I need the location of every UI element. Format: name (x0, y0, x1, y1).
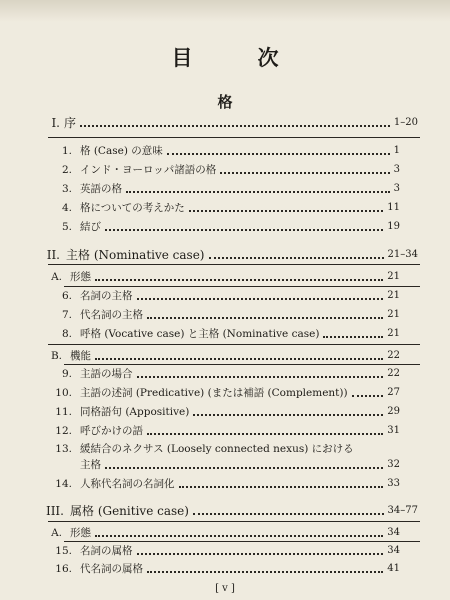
toc-entry-s2-A[interactable] (48, 270, 400, 284)
leader-dots (189, 209, 383, 212)
toc-page: 3 (393, 183, 400, 194)
toc-page: 21 (387, 309, 400, 320)
toc-label: 主語の述詞 (Predicative) (または補語 (Complement)) (80, 387, 348, 399)
toc-entry-s1-5[interactable] (48, 220, 400, 234)
leader-dots (193, 413, 383, 416)
toc-page: 19 (387, 221, 400, 232)
toc-number: 8. (61, 328, 72, 340)
leader-dots (137, 552, 384, 555)
toc-number: III. (45, 504, 64, 518)
toc-label: 代名詞の属格 (80, 563, 143, 575)
toc-label: 英語の格 (80, 183, 122, 195)
toc-entry-s1-2[interactable] (48, 163, 400, 177)
toc-label: 主格 (Nominative case) (66, 248, 205, 262)
toc-number: 13. (55, 443, 72, 455)
toc-label: 形態 (70, 527, 91, 539)
previous-page-bleed (0, 0, 450, 22)
leader-dots (95, 278, 383, 281)
leader-dots (137, 375, 384, 378)
toc-label-continued: 主格 (80, 459, 101, 471)
toc-entry-s2-13[interactable] (48, 442, 400, 456)
toc-page: 21–34 (387, 249, 418, 260)
toc-entry-s3-15[interactable] (48, 544, 400, 558)
leader-dots (352, 394, 384, 397)
toc-number: 2. (61, 164, 72, 176)
toc-number: II. (46, 248, 60, 262)
toc-page: 33 (387, 478, 400, 489)
leader-dots (220, 171, 389, 174)
leader-dots (126, 190, 390, 193)
toc-label: 主語の場合 (80, 368, 133, 380)
leader-dots (147, 316, 383, 319)
toc-entry-s2-13-cont[interactable] (48, 458, 400, 472)
toc-entry-s2-14[interactable] (48, 477, 400, 491)
toc-page: 34–77 (387, 505, 418, 516)
toc-number: 16. (55, 563, 72, 575)
toc-label: 序 (64, 116, 77, 130)
leader-dots (95, 534, 383, 537)
toc-entry-s2-6[interactable] (48, 289, 400, 303)
toc-number: 5. (61, 221, 72, 233)
toc-entry-s2-B[interactable] (48, 349, 400, 363)
toc-page: 22 (387, 350, 400, 361)
page-subtitle: 格 (217, 93, 233, 111)
page-footer-number: [ v ] (215, 583, 235, 594)
section-rule (48, 264, 420, 265)
toc-number: 4. (61, 202, 72, 214)
toc-page: 21 (387, 328, 400, 339)
toc-label: 結び (80, 221, 101, 233)
toc-page: 22 (387, 368, 400, 379)
toc-label: 代名詞の主格 (80, 309, 143, 321)
toc-number: B. (50, 350, 62, 362)
subsection-rule (64, 364, 420, 365)
leader-dots (147, 432, 383, 435)
toc-page: 31 (387, 425, 400, 436)
toc-number: I. (51, 116, 60, 130)
toc-page: 1–20 (393, 117, 418, 128)
toc-page: 3 (393, 164, 400, 175)
subsection-rule (64, 286, 420, 287)
leader-dots (137, 297, 384, 300)
toc-entry-s3-A[interactable] (48, 526, 400, 540)
toc-entry-s3-16[interactable] (48, 562, 400, 576)
page-title: 目 次 (171, 45, 301, 70)
toc-entry-s2[interactable] (38, 248, 418, 262)
leader-dots (95, 357, 383, 360)
toc-page: 34 (387, 545, 400, 556)
leader-dots (105, 466, 383, 469)
toc-page: 34 (387, 527, 400, 538)
leader-dots (105, 228, 383, 231)
toc-entry-s2-11[interactable] (48, 405, 400, 419)
toc-entry-s1-3[interactable] (48, 182, 400, 196)
toc-entry-s2-10[interactable] (48, 386, 400, 400)
toc-label: 呼びかけの語 (80, 425, 143, 437)
toc-entry-s2-7[interactable] (48, 308, 400, 322)
toc-number: 7. (61, 309, 72, 321)
toc-label: 名詞の主格 (80, 290, 133, 302)
toc-page: 27 (387, 387, 400, 398)
section-rule (48, 137, 420, 138)
leader-dots (193, 512, 384, 515)
subsection-rule (64, 541, 420, 542)
toc-number: A. (51, 527, 62, 539)
toc-label: インド・ヨーロッパ諸語の格 (80, 164, 217, 176)
toc-number: 9. (61, 368, 72, 380)
toc-number: 11. (55, 406, 72, 418)
toc-number: 1. (61, 145, 72, 157)
toc-page: 41 (387, 563, 400, 574)
leader-dots (147, 570, 383, 573)
toc-entry-s1[interactable] (38, 116, 418, 130)
toc-number: 15. (55, 545, 72, 557)
toc-entry-s1-4[interactable] (48, 201, 400, 215)
toc-label: 人称代名詞の名詞化 (80, 478, 175, 490)
toc-page: 11 (387, 202, 400, 213)
toc-number: 6. (61, 290, 72, 302)
toc-entry-s2-12[interactable] (48, 424, 400, 438)
toc-label: 格についての考えかた (80, 202, 185, 214)
toc-number: 10. (55, 387, 72, 399)
toc-entry-s2-8[interactable] (48, 327, 400, 341)
toc-page: 21 (387, 271, 400, 282)
toc-page: 32 (387, 459, 400, 470)
toc-number: 14. (55, 478, 72, 490)
toc-label: 緩結合のネクサス (Loosely connected nexus) における (80, 443, 354, 455)
toc-label: 格 (Case) の意味 (80, 145, 163, 157)
toc-number: 3. (61, 183, 72, 195)
toc-number: 12. (55, 425, 72, 437)
toc-label: 形態 (70, 271, 91, 283)
toc-page: 1 (393, 145, 400, 156)
leader-dots (209, 256, 384, 259)
leader-dots (179, 485, 384, 488)
leader-dots (80, 124, 390, 127)
section-rule (48, 344, 420, 345)
toc-entry-s2-9[interactable] (48, 367, 400, 381)
toc-label: 呼格 (Vocative case) と主格 (Nominative case) (80, 328, 320, 340)
toc-label: 名詞の属格 (80, 545, 133, 557)
toc-entry-s3[interactable] (38, 504, 418, 518)
toc-label: 機能 (70, 350, 91, 362)
toc-label: 同格語句 (Appositive) (80, 406, 190, 418)
toc-page: 21 (387, 290, 400, 301)
toc-number: A. (51, 271, 62, 283)
section-rule (48, 521, 420, 522)
toc-page: 29 (387, 406, 400, 417)
leader-dots (167, 152, 390, 155)
leader-dots (323, 335, 383, 338)
toc-label: 属格 (Genitive case) (70, 504, 189, 518)
toc-entry-s1-1[interactable] (48, 144, 400, 158)
